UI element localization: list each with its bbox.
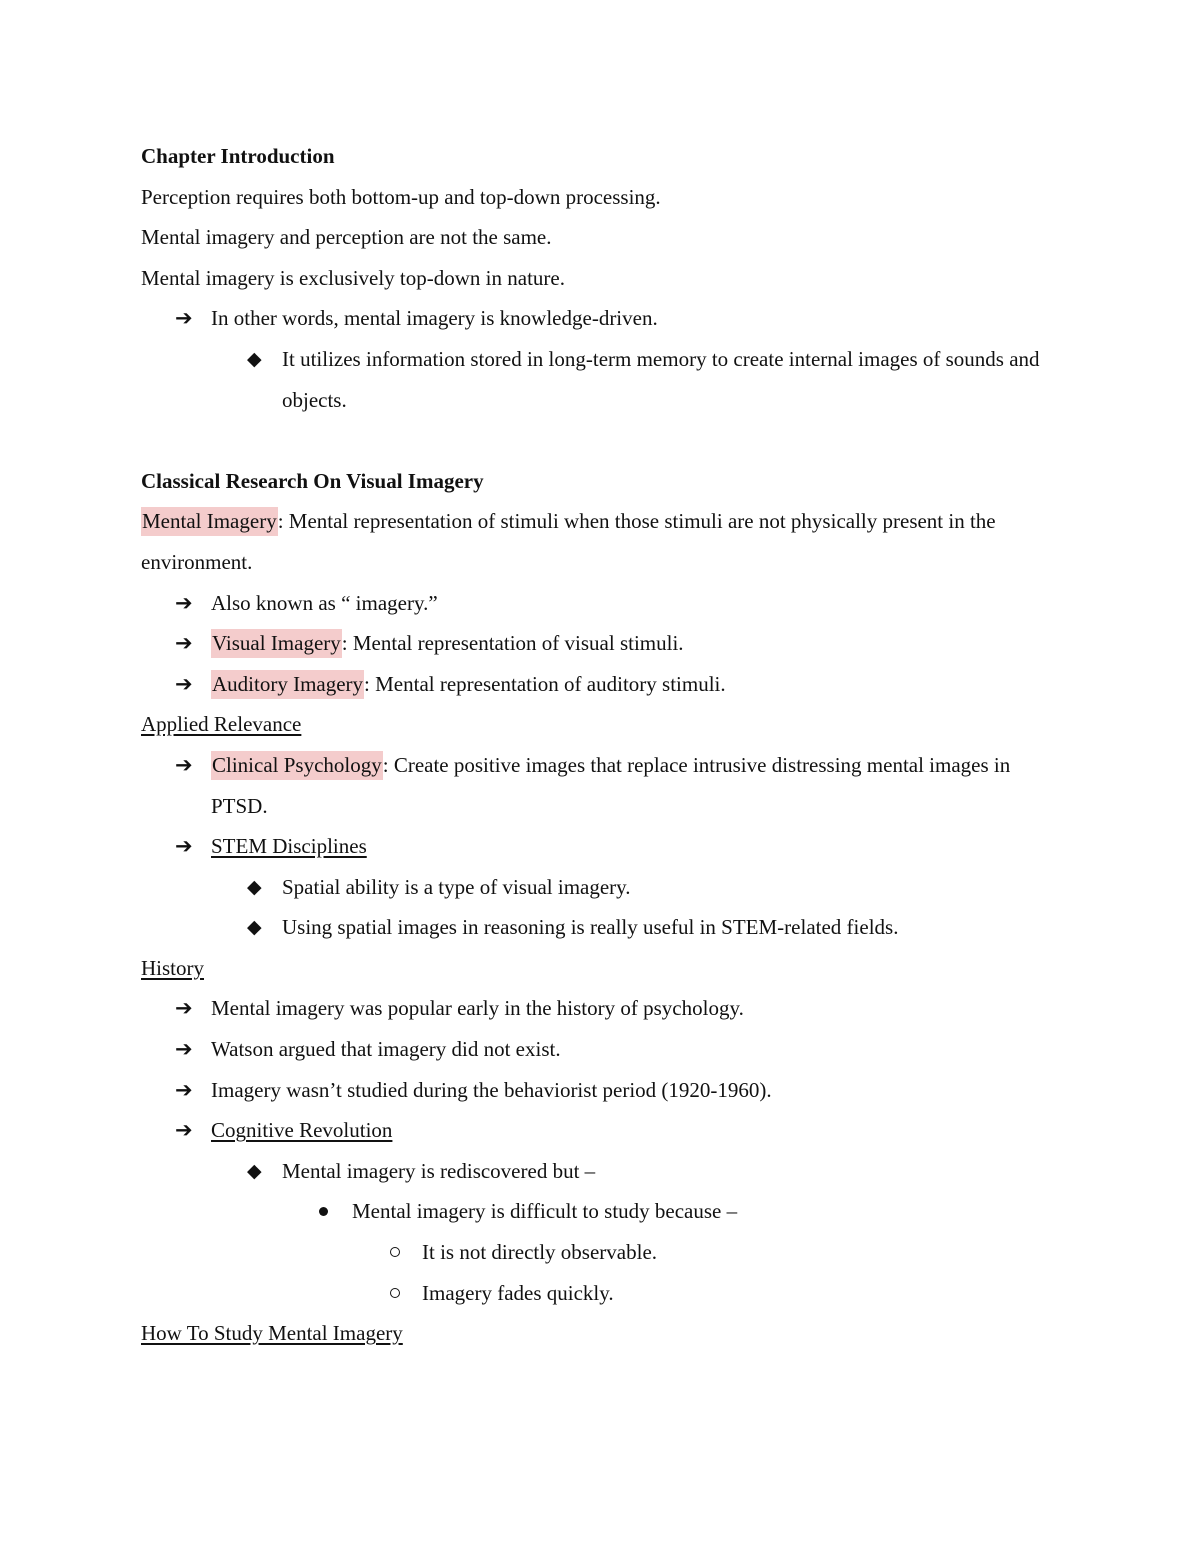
diamond-bullet-icon: ◆ [247, 347, 262, 370]
list-item [141, 745, 1061, 826]
list-item-text: Using spatial images in reasoning is really useful in STEM-related fields. [282, 915, 899, 940]
definition-text: : Mental representation of auditory stimuli. [364, 671, 726, 696]
list-item-text: Mental imagery is difficult to study because – [352, 1199, 738, 1224]
list-item-text: It utilizes information stored in long-term memory to create internal images of sounds and objects. [282, 346, 1040, 412]
list-item [141, 867, 1061, 908]
list-item [141, 1151, 1061, 1192]
definition-text: : Create positive images that replace intrusive distressing mental images in PTSD. [211, 752, 1011, 818]
filled-circle-bullet-icon [317, 1191, 343, 1232]
list-item [141, 583, 1061, 624]
diamond-bullet-icon: ◆ [247, 916, 262, 939]
list-item [141, 1029, 1061, 1070]
highlighted-term: Visual Imagery [211, 629, 342, 658]
arrow-bullet-icon: ➔ [175, 590, 193, 615]
subheading-applied-relevance: Applied Relevance [141, 712, 302, 737]
list-item [141, 339, 1061, 420]
list-item-text: Watson argued that imagery did not exist. [211, 1037, 561, 1062]
definition-text: : Mental representation of stimuli when those stimuli are not physically present in the environment. [141, 509, 996, 574]
document-body [141, 136, 1061, 1354]
arrow-bullet-icon: ➔ [175, 834, 193, 859]
list-item-text: Mental imagery is rediscovered but – [282, 1158, 596, 1183]
arrow-bullet-icon: ➔ [175, 671, 193, 696]
list-item-text: Also known as “ imagery.” [211, 590, 438, 615]
list-item [141, 1110, 1061, 1151]
hollow-circle-bullet-icon [388, 1232, 414, 1273]
list-item [141, 1273, 1061, 1314]
list-item [141, 907, 1061, 948]
paragraph: Perception requires both bottom-up and top-down processing. [141, 184, 661, 209]
arrow-bullet-icon: ➔ [175, 1118, 193, 1143]
arrow-bullet-icon: ➔ [175, 1037, 193, 1062]
list-item [141, 664, 1061, 705]
list-item-text: Imagery fades quickly. [422, 1280, 614, 1305]
list-item [141, 988, 1061, 1029]
list-item-text: It is not directly observable. [422, 1240, 658, 1265]
list-item [141, 623, 1061, 664]
highlighted-term: Mental Imagery [141, 507, 278, 536]
arrow-bullet-icon: ➔ [175, 752, 193, 777]
paragraph: Mental imagery is exclusively top-down in nature. [141, 265, 565, 290]
highlighted-term: Clinical Psychology [211, 751, 383, 780]
list-item [141, 826, 1061, 867]
arrow-bullet-icon: ➔ [175, 631, 193, 656]
paragraph: Mental imagery and perception are not the same. [141, 225, 552, 250]
list-item [141, 1191, 1061, 1232]
list-item [141, 298, 1061, 339]
list-item-text: Imagery wasn’t studied during the behaviorist period (1920-1960). [211, 1077, 772, 1102]
section-heading-chapter-introduction: Chapter Introduction [141, 144, 335, 168]
definition-text: : Mental representation of visual stimuli. [341, 631, 684, 656]
diamond-bullet-icon: ◆ [247, 1159, 262, 1182]
list-item [141, 1070, 1061, 1111]
list-item [141, 1232, 1061, 1273]
subheading-how-to-study: How To Study Mental Imagery [141, 1321, 403, 1346]
subheading-stem-disciplines: STEM Disciplines [211, 834, 367, 859]
subheading-history: History [141, 955, 204, 980]
diamond-bullet-icon: ◆ [247, 875, 262, 898]
arrow-bullet-icon: ➔ [175, 306, 193, 331]
definition-paragraph [141, 501, 1061, 582]
hollow-circle-bullet-icon [388, 1273, 414, 1314]
subheading-cognitive-revolution: Cognitive Revolution [211, 1118, 393, 1143]
highlighted-term: Auditory Imagery [211, 670, 364, 699]
arrow-bullet-icon: ➔ [175, 996, 193, 1021]
section-heading-classical-research: Classical Research On Visual Imagery [141, 468, 484, 493]
list-item-text: Mental imagery was popular early in the history of psychology. [211, 996, 744, 1021]
arrow-bullet-icon: ➔ [175, 1077, 193, 1102]
list-item-text: In other words, mental imagery is knowledge-driven. [211, 306, 658, 331]
list-item-text: Spatial ability is a type of visual imagery. [282, 874, 631, 899]
